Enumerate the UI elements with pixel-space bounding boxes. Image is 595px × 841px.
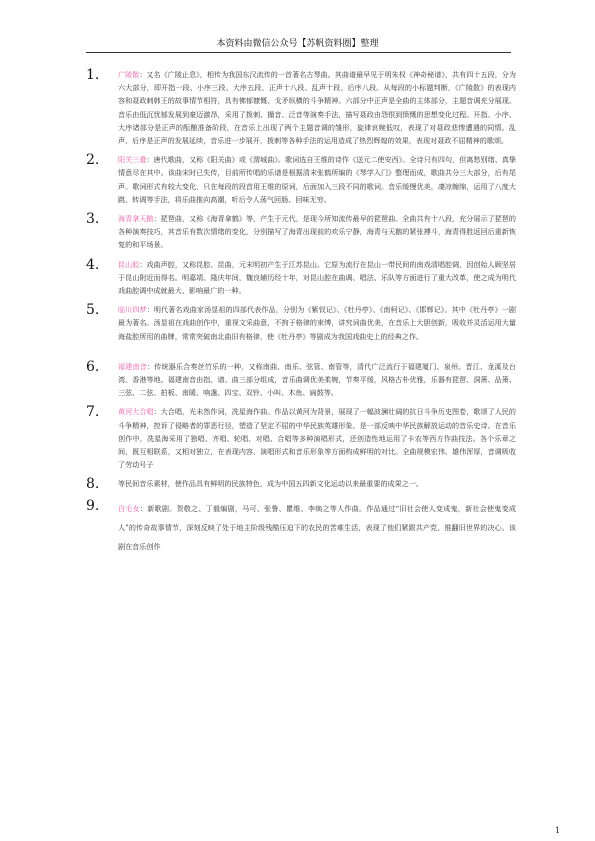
item-number: 5. bbox=[86, 302, 100, 319]
item-text: ：又名《广陵止息》，相传为我国东汉流传的一首著名古琴曲。其曲谱最早见于明朱权《神奇秘谱》，共有四十五段，分为六大部分，即开指一段、小序三段、大序五段、正声十八段、乱声十段、后序八段。从每段的小标题判断，《广陵散》的表现内容和聂政刺韩王的故事情节相符，具有怫郁慷慨、戈矛纵横的斗争精神。六部分中正声是全曲的主体部分，主题音调充分展现。音乐由低沉忧郁发展到豪迈激昂，采用了拨刺、撮音、泛音等演奏手法，描写聂政由怨恨到愤慨的思想变化过程。开指、小序、大序诸部分是正声的酝酿准备阶段，在音乐上出现了两个主题音调的雏形，旋律哀婉低叹，表现了对聂政悲惨遭遇的同情。乱声、后序是正声的发展延续，音乐进一步展开，拨刺等各种手法的运用造成了热烈辉煌的效果，表现对聂政不屈精神的歌颂。 bbox=[118, 70, 516, 146]
item-body bbox=[118, 499, 516, 556]
item-title: 白毛女 bbox=[118, 504, 140, 514]
list-item bbox=[86, 360, 516, 400]
item-number: 7. bbox=[86, 404, 100, 421]
item-title: 海青拿天鹅 bbox=[118, 214, 154, 224]
page-number: 1 bbox=[555, 826, 561, 835]
item-text: ：琵琶曲，又称《海青拿鹤》等，产生于元代，是现今所知流传最早的琵琶曲。全曲共有十八段，充分展示了琵琶的各种演奏技巧，其音乐有数次情绪的变化，分别描写了海青出现前的欢乐宁静，海青与天鹅的紧张搏斗，海青得胜返回后重新恢复的和平场景。 bbox=[118, 214, 517, 250]
item-number: 6. bbox=[86, 358, 100, 375]
item-body bbox=[118, 360, 516, 400]
list-item bbox=[86, 477, 516, 491]
item-body bbox=[118, 477, 516, 490]
item-body bbox=[118, 153, 516, 206]
item-title: 福建南音 bbox=[118, 361, 147, 371]
item-number: 4. bbox=[86, 256, 100, 273]
item-number: 9. bbox=[86, 498, 100, 515]
header-divider bbox=[86, 52, 511, 53]
item-body bbox=[118, 405, 516, 471]
page-header: 本资料由微信公众号【苏帆资料圈】整理 bbox=[216, 39, 379, 49]
item-text: ：戏曲声腔，又称昆腔、昆曲，元末明初产生于江苏昆山。它原为流行在昆山一带民间的南戏清唱腔调，因创始人顾坚居于昆山附近而得名。明嘉靖、隆庆年间，魏良辅历经十年，对昆山腔在曲调、唱法、乐队等方面进行了重大改革，使之成为明代戏曲腔调中成就最大、影响最广的一种。 bbox=[118, 259, 517, 296]
list-item bbox=[86, 68, 516, 147]
item-title: 黄河大合唱 bbox=[118, 407, 154, 417]
list-item bbox=[86, 153, 516, 206]
item-number: 3. bbox=[86, 211, 100, 228]
list-item bbox=[86, 499, 516, 556]
item-text: ：大合唱，光未然作词，冼星海作曲。作品以黄河为背景，展现了一幅波澜壮阔的抗日斗争历史图卷，歌颂了人民的斗争精神，控诉了侵略者的罪恶行径，塑造了坚定不屈的中华民族英雄形象。是一部反映中华民族解放运动的音乐史诗。在音乐创作中，冼星海采用了独唱、齐唱、轮唱、对唱、合唱等多种演唱形式，还创造性地运用了卡农等西方作曲技法。各个乐章之间，既互相联系，又相对独立，在表现内容、演唱形式和音乐形象等方面构成鲜明的对比。全曲规模宏伟、雄伟浑厚，音调吸收了劳动号子 bbox=[118, 407, 517, 470]
item-body bbox=[118, 212, 516, 252]
item-number: 8. bbox=[86, 476, 100, 493]
item-title: 阳关三叠 bbox=[118, 155, 147, 165]
item-text: ：明代著名戏曲家汤显祖的四部代表作品，分别为《紫钗记》、《牡丹亭》、《南柯记》、《邯郸记》。其中《牡丹亭》一剧最为著名。汤显祖在戏曲创作中，重视文采曲意，不拘于格律的束缚，讲究词曲优美，在音乐上大胆创新，吸收并灵活运用大量海盐腔所用的曲牌，常常突破南北曲旧有格律，使《牡丹亭》等剧成为我国戏曲史上的经典之作。 bbox=[118, 305, 517, 341]
item-body bbox=[118, 68, 516, 147]
item-text: ：传统器乐合奏丝竹乐的一种，又称南曲、南乐、弦管、南管等，清代广泛流行于福建厦门、泉州、晋江、龙溪及台湾、香港等地。福建南音由指、谱、曲三部分组成，音乐曲调优美柔婉，节奏平缓，风格古朴优雅，乐器有琵琶、洞箫、品箫、三弦、二弦、拍板、南暖、响盏、四宝、双铃、小叫、木鱼、扁鼓等。 bbox=[118, 361, 517, 398]
item-number: 2. bbox=[86, 152, 100, 169]
list-item bbox=[86, 212, 516, 252]
item-text: 等民间音乐素材，使作品具有鲜明的民族特色，成为中国五四新文化运动以来最重要的成果之一。 bbox=[118, 479, 424, 489]
list-item bbox=[86, 258, 516, 298]
item-body bbox=[118, 303, 516, 343]
entry-list bbox=[86, 68, 516, 556]
item-number: 1. bbox=[86, 67, 100, 83]
list-item bbox=[86, 405, 516, 471]
item-title: 广陵散 bbox=[118, 70, 140, 79]
item-text: ：唐代歌曲，又称《阳关曲》或《渭城曲》。歌词选自王维的诗作《送元二使安西》。全诗只有四句，但离愁别绪、真挚情意尽在其中。该曲宋时已失传，目前所传唱的乐谱是根据清末张鹤所编的《琴学入门》整理而成，歌曲共分三大部分，后有尾声。歌词形式有较大变化，只在每段的段首用王维的原词，后面加入三段不同的歌词。音乐缓慢优美，凄凉缠绵，运用了八度大跳、转调等手法，将乐曲推向高潮，听后令人荡气回肠、回味无穷。 bbox=[118, 155, 516, 204]
item-title: 临川四梦 bbox=[118, 305, 147, 315]
item-text: ：新歌剧。贺敬之、丁毅编剧，马可、张鲁、瞿维、李焕之等人作曲。作品通过“旧社会使人变成鬼，新社会使鬼变成人”的传奇故事情节，深刻反映了处于地主阶级残酷压迫下的农民的苦难生活，表现了他们紧跟共产党、推翻旧世界的决心。该剧在音乐创作 bbox=[118, 504, 517, 552]
item-body bbox=[118, 258, 516, 298]
list-item bbox=[86, 303, 516, 343]
item-title: 昆山腔 bbox=[118, 259, 140, 269]
